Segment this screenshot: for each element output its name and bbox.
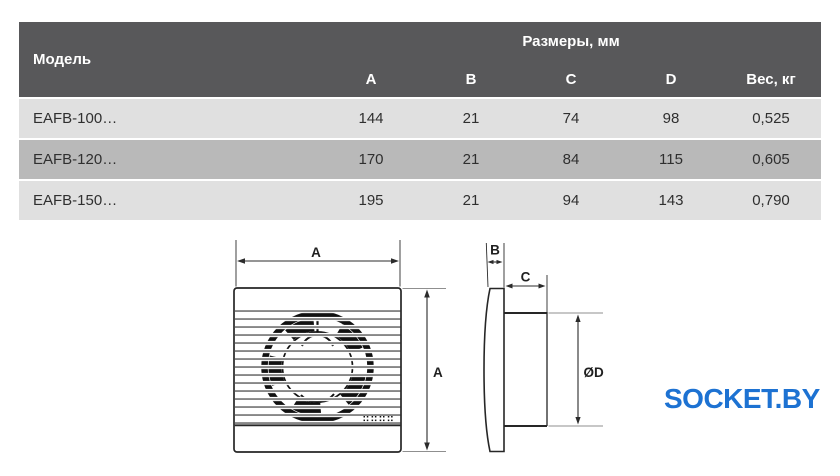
column-header-c: C (565, 71, 577, 88)
dimension-label-a-width: A (311, 245, 321, 260)
table-row (19, 99, 821, 138)
model-cell: EAFB-100… (33, 110, 118, 127)
model-cell: EAFB-150… (33, 192, 118, 209)
weight-cell: 0,605 (752, 151, 790, 168)
dimension-label-c: C (520, 269, 531, 285)
dim-b-cell: 21 (462, 110, 480, 127)
front-view-drawing (234, 240, 446, 452)
dimension-label-d-diameter: ØD (583, 365, 604, 380)
side-view-drawing (484, 243, 604, 452)
column-header-model: Модель (33, 51, 92, 68)
dim-d-cell: 115 (659, 151, 683, 168)
column-header-weight: Вес, кг (746, 71, 796, 88)
column-header-d: D (665, 71, 677, 88)
column-header-a: A (365, 71, 377, 88)
spec-table (19, 22, 821, 220)
column-headers (321, 71, 821, 88)
dim-c-cell: 94 (562, 192, 580, 209)
dim-c-cell: 84 (562, 151, 580, 168)
duct-profile (504, 312, 547, 426)
dim-d-cell: 143 (658, 192, 684, 209)
weight-cell: 0,525 (752, 110, 790, 127)
panel-profile (484, 289, 504, 452)
dimension-label-a-height: A (433, 365, 443, 380)
table-header (19, 22, 821, 97)
dimension-label-b: B (490, 242, 500, 258)
dim-a-cell: 144 (358, 110, 384, 127)
dim-c-cell: 74 (562, 110, 580, 127)
model-cell: EAFB-120… (33, 151, 118, 168)
socket-by-logo[interactable]: SOCKET.BY (664, 383, 820, 414)
column-header-b: B (465, 71, 477, 88)
dim-a-cell: 170 (358, 151, 384, 168)
dim-b-cell: 21 (462, 151, 480, 168)
dimension-drawing (0, 230, 840, 476)
weight-cell: 0,790 (752, 192, 790, 209)
grille-slats (235, 309, 400, 425)
dim-a-cell: 195 (358, 192, 384, 209)
table-row (19, 181, 821, 220)
column-group-header-sizes: Размеры, мм (522, 33, 620, 50)
table-row (19, 140, 821, 179)
dim-b-cell: 21 (462, 192, 480, 209)
dim-d-cell: 98 (662, 110, 680, 127)
